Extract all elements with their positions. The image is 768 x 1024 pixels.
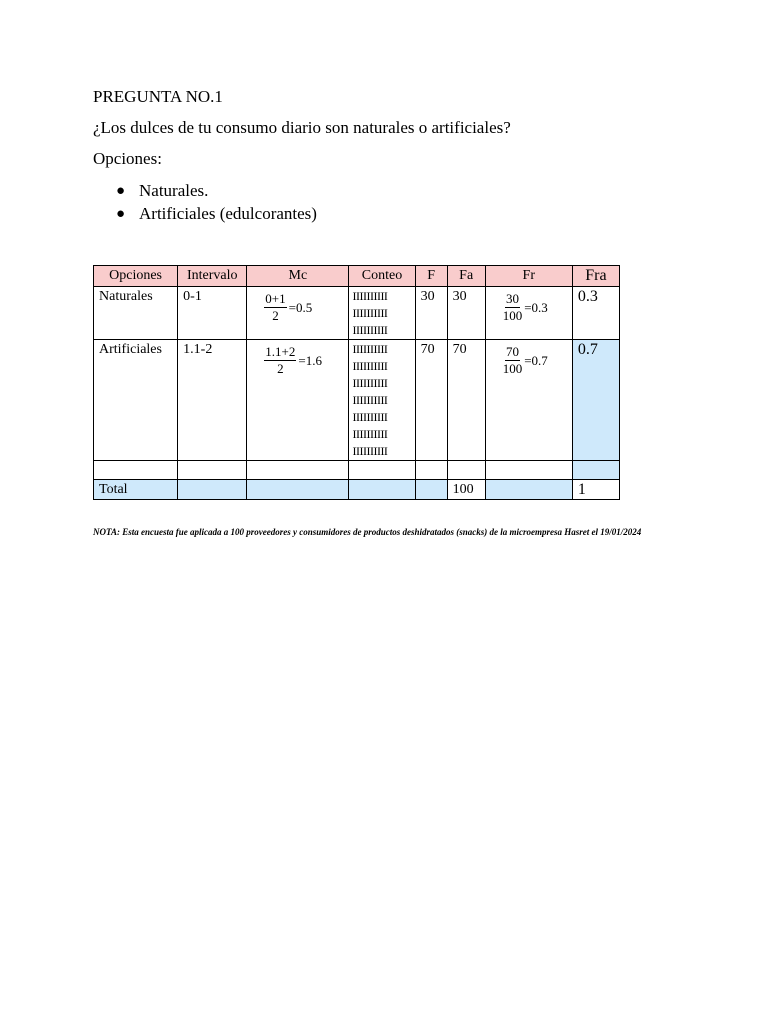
header-fra: Fra	[572, 266, 619, 287]
bullet-icon: ●	[116, 206, 126, 222]
cell-f: 70	[415, 340, 447, 461]
cell-fr	[485, 340, 572, 461]
header-mc: Mc	[247, 266, 349, 287]
question-title: PREGUNTA NO.1	[93, 87, 223, 106]
cell-mc	[247, 340, 349, 461]
question-text: ¿Los dulces de tu consumo diario son naturales o artificiales?	[93, 118, 511, 137]
total-fa: 100	[447, 480, 485, 500]
total-fra: 1	[572, 480, 619, 500]
cell-fr	[485, 287, 572, 340]
table-header-row	[94, 266, 620, 287]
cell-f: 30	[415, 287, 447, 340]
cell-fa: 70	[447, 340, 485, 461]
table-row	[94, 287, 620, 340]
header-intervalo: Intervalo	[178, 266, 247, 287]
option-item: ● Naturales.	[116, 181, 209, 200]
cell-fra: 0.3	[572, 287, 619, 340]
cell-conteo: IIIIIIIIII IIIIIIIIII IIIIIIIIII IIIIIIIIII IIIIIIIIII IIIIIIIIII IIIIIIIIII	[349, 340, 415, 461]
table-row	[94, 340, 620, 461]
frequency-table	[93, 265, 620, 500]
options-list	[93, 180, 317, 226]
header-f: F	[415, 266, 447, 287]
table-row-empty	[94, 461, 620, 480]
cell-conteo: IIIIIIIIII IIIIIIIIII IIIIIIIIII	[349, 287, 415, 340]
cell-fra: 0.7	[572, 340, 619, 461]
fr-fraction: $\frac{70}{100}$ =0.7	[502, 344, 548, 376]
options-label: Opciones:	[93, 149, 162, 168]
header-conteo: Conteo	[349, 266, 415, 287]
mc-fraction: $\frac{0+1}{2}$ =0.5	[265, 291, 313, 323]
cell-intervalo: 1.1-2	[178, 340, 247, 461]
bullet-icon: ●	[116, 183, 126, 199]
cell-fa: 30	[447, 287, 485, 340]
cell-mc	[247, 287, 349, 340]
cell-opcion: Artificiales	[94, 340, 178, 461]
survey-note: NOTA: Esta encuesta fue aplicada a 100 proveedores y consumidores de productos deshidratados (snacks) de la microempresa Hasret el 19/01/2024	[93, 527, 642, 537]
total-row	[94, 480, 620, 500]
header-opciones: Opciones	[94, 266, 178, 287]
fr-fraction: $\frac{30}{100}$ =0.3	[502, 291, 548, 323]
mc-fraction: $\frac{1.1+2}{2}$ =1.6	[265, 344, 322, 376]
option-item: ● Artificiales (edulcorantes)	[116, 204, 317, 223]
cell-intervalo: 0-1	[178, 287, 247, 340]
header-fa: Fa	[447, 266, 485, 287]
cell-opcion: Naturales	[94, 287, 178, 340]
total-label: Total	[94, 480, 178, 500]
header-fr: Fr	[485, 266, 572, 287]
